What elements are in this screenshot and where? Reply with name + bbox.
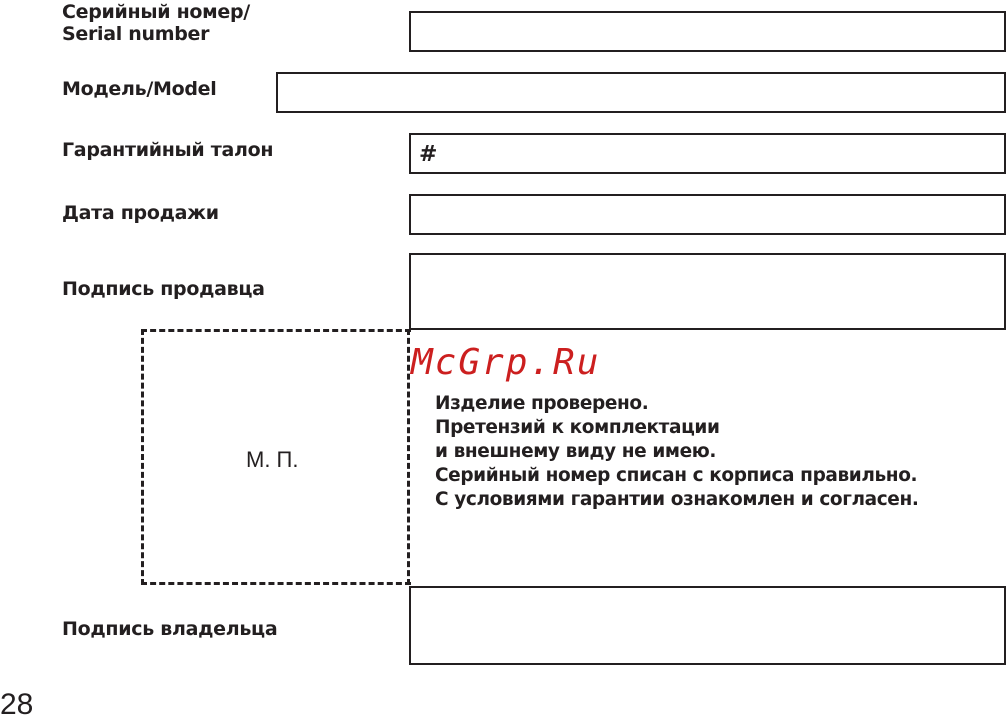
serial-number-label-en: Serial number (62, 23, 210, 45)
warranty-card-value: # (419, 142, 438, 167)
statement-line: и внешнему виду не имею. (435, 441, 716, 462)
owner-signature-field[interactable] (409, 586, 1006, 665)
statement-line: Серийный номер списан с корписа правильно. (435, 465, 918, 486)
serial-number-field[interactable] (409, 11, 1006, 52)
statement-line: Претензий к комплектации (435, 417, 720, 438)
model-field[interactable] (276, 72, 1006, 113)
sale-date-field[interactable] (409, 194, 1006, 235)
stamp-label: М. П. (246, 447, 299, 472)
seller-signature-field[interactable] (409, 253, 1006, 330)
watermark-text: McGrp.Ru (411, 342, 601, 383)
serial-number-label-ru: Серийный номер/ (62, 1, 250, 23)
seller-signature-label: Подпись продавца (62, 278, 265, 300)
warranty-card-field[interactable] (409, 133, 1006, 174)
sale-date-label: Дата продажи (62, 202, 219, 224)
owner-statement (435, 392, 918, 512)
statement-line: С условиями гарантии ознакомлен и согласен. (435, 489, 919, 510)
model-label: Модель/Model (62, 78, 217, 100)
owner-signature-label: Подпись владельца (62, 618, 278, 640)
page-number: 28 (0, 688, 34, 721)
warranty-card-label: Гарантийный талон (62, 139, 274, 161)
statement-line: Изделие проверено. (435, 393, 649, 414)
stamp-area-right-edge (407, 329, 410, 585)
serial-number-label (62, 1, 250, 45)
